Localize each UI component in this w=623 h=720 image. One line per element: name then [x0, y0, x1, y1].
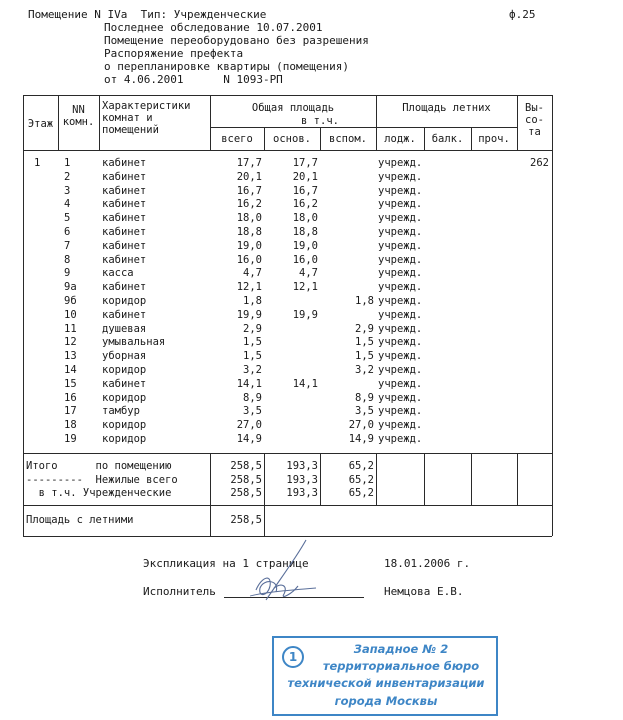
- room-name-cell: тамбур: [102, 405, 140, 418]
- room-no-cell: 9: [64, 267, 71, 280]
- room-total-cell: 19,0: [236, 239, 262, 252]
- room-no-cell: 14: [64, 364, 77, 376]
- room-type-cell: учрежд.: [378, 322, 423, 335]
- room-no-cell: 1: [64, 157, 71, 169]
- stamp-line-2: территориальное бюро: [322, 659, 480, 673]
- room-no-cell: 9а: [64, 281, 77, 294]
- room-main-cell: 4,7: [299, 267, 318, 280]
- col-summer-area-header: Площадь летних: [402, 102, 491, 114]
- room-total-cell: 27,0: [236, 419, 262, 432]
- room-no-cell: 12: [64, 336, 77, 349]
- room-main-cell: 19,9: [292, 308, 318, 321]
- totals-main: 193,3: [286, 473, 318, 486]
- room-no-cell: 18: [64, 419, 77, 432]
- totals-total: 258,5: [230, 487, 262, 499]
- room-aux-cell: 2,9: [355, 322, 374, 335]
- room-no-cell: 17: [64, 405, 77, 418]
- room-no-cell: 3: [64, 184, 71, 197]
- room-no-cell: 10: [64, 308, 77, 321]
- room-name-cell: кабинет: [102, 253, 147, 266]
- room-type-cell: учрежд.: [378, 419, 423, 432]
- bureau-stamp: [272, 636, 498, 716]
- stamp-line-4: города Москвы: [334, 694, 438, 708]
- room-type-cell: учрежд.: [378, 405, 423, 418]
- totals-main: 193,3: [286, 487, 318, 499]
- room-total-cell: 2,9: [243, 322, 262, 335]
- room-type-cell: учрежд.: [378, 239, 423, 252]
- room-name-cell: кабинет: [102, 184, 147, 197]
- room-no-cell: 5: [64, 212, 71, 225]
- room-type-cell: учрежд.: [378, 364, 423, 376]
- col-loggia-header: лодж.: [384, 133, 416, 145]
- premises-type-line: Помещение N IVa Тип: Учрежденческие: [28, 8, 267, 21]
- room-no-cell: 9б: [64, 295, 77, 307]
- room-name-cell: уборная: [102, 350, 147, 363]
- room-total-cell: 1,8: [243, 295, 262, 307]
- room-name-cell: кабинет: [102, 239, 147, 252]
- height-value: 262: [530, 157, 549, 169]
- room-no-cell: 11: [64, 322, 77, 335]
- room-no-cell: 19: [64, 433, 77, 445]
- room-main-cell: 20,1: [292, 170, 318, 183]
- room-name-cell: кабинет: [102, 198, 147, 211]
- room-main-cell: 18,0: [292, 212, 318, 225]
- room-no-cell: 16: [64, 391, 77, 404]
- room-total-cell: 18,0: [236, 212, 262, 225]
- room-name-cell: кабинет: [102, 212, 147, 225]
- room-no-cell: 8: [64, 253, 71, 266]
- col-balcony-header: балк.: [431, 133, 464, 145]
- room-total-cell: 19,9: [236, 308, 262, 321]
- form-code: ф.25: [509, 8, 536, 21]
- room-name-cell: душевая: [102, 322, 147, 335]
- room-name-cell: коридор: [102, 364, 147, 376]
- col-aux-header: вспом.: [329, 133, 367, 145]
- col-characteristics-header: Характеристики комнат и помещений: [102, 100, 191, 136]
- stamp-line-1: Западное № 2: [353, 642, 449, 656]
- room-total-cell: 16,7: [236, 184, 262, 197]
- room-total-cell: 8,9: [243, 391, 262, 404]
- room-type-cell: учрежд.: [378, 170, 423, 183]
- totals-total: 258,5: [230, 473, 262, 486]
- prefect-order-line: Распоряжение префекта: [104, 47, 244, 60]
- floor-value: 1: [34, 157, 41, 169]
- room-main-cell: 19,0: [292, 239, 318, 252]
- col-total-area-header: Общая площадь: [251, 102, 335, 114]
- room-total-cell: 16,2: [236, 198, 262, 211]
- room-type-cell: учрежд.: [378, 184, 423, 197]
- room-no-cell: 4: [64, 198, 71, 211]
- room-total-cell: 14,1: [236, 377, 262, 390]
- room-total-cell: 3,5: [243, 405, 262, 418]
- room-main-cell: 14,1: [292, 377, 318, 390]
- room-type-cell: учрежд.: [378, 267, 423, 280]
- room-type-cell: учрежд.: [378, 212, 423, 225]
- room-type-cell: учрежд.: [378, 295, 423, 307]
- col-main-header: основ.: [273, 133, 311, 145]
- room-name-cell: коридор: [102, 295, 147, 307]
- room-name-cell: касса: [102, 267, 134, 280]
- summer-area-label: Площадь с летними: [26, 514, 134, 526]
- executor-name: Немцова Е.В.: [384, 585, 464, 598]
- totals-main: 193,3: [286, 460, 318, 472]
- room-type-cell: учрежд.: [378, 391, 423, 404]
- totals-label: Итого по помещению: [26, 460, 172, 472]
- room-type-cell: учрежд.: [378, 308, 423, 321]
- totals-aux: 65,2: [348, 487, 374, 499]
- order-date-number-line: от 4.06.2001 N 1093-РП: [104, 73, 283, 86]
- col-all-header: всего: [221, 133, 253, 145]
- room-main-cell: 16,7: [292, 184, 318, 197]
- room-total-cell: 18,8: [236, 226, 262, 238]
- stamp-number-badge: 1: [282, 646, 304, 668]
- room-name-cell: коридор: [102, 419, 147, 432]
- room-type-cell: учрежд.: [378, 336, 423, 349]
- totals-aux: 65,2: [348, 473, 374, 486]
- room-type-cell: учрежд.: [378, 433, 423, 445]
- room-aux-cell: 1,5: [355, 350, 374, 363]
- room-no-cell: 15: [64, 377, 77, 390]
- room-main-cell: 12,1: [292, 281, 318, 294]
- room-aux-cell: 8,9: [355, 391, 374, 404]
- room-no-cell: 6: [64, 226, 71, 238]
- room-total-cell: 20,1: [236, 170, 262, 183]
- room-name-cell: кабинет: [102, 157, 147, 169]
- summer-area-total: 258,5: [230, 514, 262, 526]
- room-main-cell: 17,7: [292, 157, 318, 169]
- room-total-cell: 16,0: [236, 253, 262, 266]
- room-type-cell: учрежд.: [378, 377, 423, 390]
- room-type-cell: учрежд.: [378, 226, 423, 238]
- room-aux-cell: 14,9: [348, 433, 374, 445]
- room-total-cell: 17,7: [236, 157, 262, 169]
- executor-label: Исполнитель: [143, 585, 216, 598]
- room-name-cell: кабинет: [102, 170, 147, 183]
- room-total-cell: 14,9: [236, 433, 262, 445]
- col-room-no-header: NN комн.: [62, 104, 95, 128]
- room-name-cell: кабинет: [102, 308, 147, 321]
- room-name-cell: коридор: [102, 391, 147, 404]
- col-other-header: проч.: [478, 133, 510, 145]
- room-name-cell: коридор: [102, 433, 147, 445]
- room-main-cell: 16,0: [292, 253, 318, 266]
- totals-label: в т.ч. Учрежденческие: [26, 487, 172, 499]
- room-aux-cell: 1,5: [355, 336, 374, 349]
- room-no-cell: 7: [64, 239, 71, 252]
- room-type-cell: учрежд.: [378, 253, 423, 266]
- room-name-cell: умывальная: [102, 336, 166, 349]
- explication-date: 18.01.2006 г.: [384, 557, 471, 570]
- room-name-cell: кабинет: [102, 281, 147, 294]
- room-total-cell: 4,7: [243, 267, 262, 280]
- stamp-line-3: технической инвентаризации: [287, 676, 485, 690]
- totals-label: --------- Нежилые всего: [26, 473, 178, 486]
- totals-total: 258,5: [230, 460, 262, 472]
- room-aux-cell: 27,0: [348, 419, 374, 432]
- col-floor-header: Этаж: [27, 118, 54, 130]
- room-aux-cell: 3,2: [355, 364, 374, 376]
- room-main-cell: 16,2: [292, 198, 318, 211]
- room-aux-cell: 1,8: [355, 295, 374, 307]
- room-no-cell: 13: [64, 350, 77, 363]
- room-name-cell: кабинет: [102, 226, 147, 238]
- room-no-cell: 2: [64, 170, 71, 183]
- room-type-cell: учрежд.: [378, 157, 423, 169]
- room-aux-cell: 3,5: [355, 405, 374, 418]
- room-total-cell: 1,5: [243, 350, 262, 363]
- room-type-cell: учрежд.: [378, 281, 423, 294]
- signature-icon: [236, 538, 326, 608]
- room-total-cell: 12,1: [236, 281, 262, 294]
- replanning-line: о перепланировке квартиры (помещения): [104, 60, 350, 73]
- col-height-header: Вы- со- та: [525, 102, 544, 138]
- room-name-cell: кабинет: [102, 377, 147, 390]
- room-type-cell: учрежд.: [378, 198, 423, 211]
- room-main-cell: 18,8: [292, 226, 318, 238]
- reequipment-line: Помещение переоборудовано без разрешения: [104, 34, 369, 47]
- totals-aux: 65,2: [348, 460, 374, 472]
- explication-pages: Экспликация на 1 странице: [143, 557, 309, 570]
- room-total-cell: 3,2: [243, 364, 262, 376]
- last-inspection-line: Последнее обследование 10.07.2001: [104, 21, 323, 34]
- room-type-cell: учрежд.: [378, 350, 423, 363]
- room-total-cell: 1,5: [243, 336, 262, 349]
- col-incl-header: в т.ч.: [301, 115, 339, 127]
